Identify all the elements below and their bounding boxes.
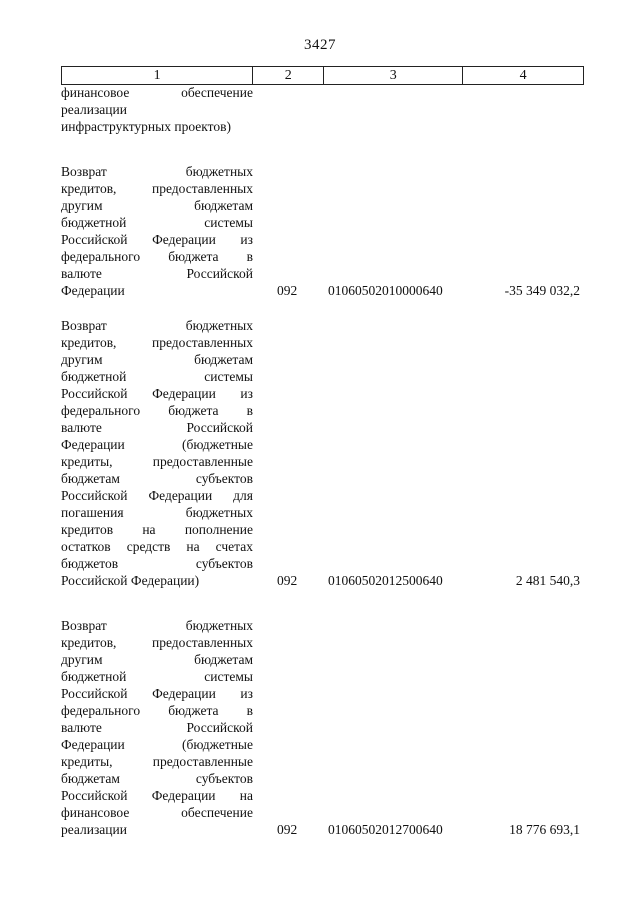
description-word: валюте: [61, 266, 102, 281]
description-word: бюджетам: [61, 771, 120, 786]
description-word: на: [186, 539, 200, 554]
description-line: [61, 163, 253, 180]
description-word: субъектов: [195, 471, 253, 486]
description-line: [61, 351, 253, 368]
description-line: [61, 555, 253, 572]
description-word: Российской: [61, 788, 128, 803]
description-word: реализации: [61, 102, 127, 117]
description-word: бюджета: [168, 249, 219, 264]
row-kbk: 01060502012500640: [328, 573, 443, 588]
table-row: [61, 317, 584, 589]
description-word: бюджетных: [185, 164, 253, 179]
description-word: кредиты,: [61, 754, 113, 769]
description-word: другим: [61, 652, 103, 667]
description-line: [61, 521, 253, 538]
description-word: бюджетной: [61, 215, 127, 230]
row-description: [61, 317, 253, 589]
description-line: [61, 453, 253, 470]
description-word: предоставленных: [152, 181, 253, 196]
description-line: [61, 736, 253, 753]
column-header-4: 4: [463, 67, 584, 85]
description-word: Российской: [61, 686, 128, 701]
column-header-1: 1: [62, 67, 253, 85]
description-word: бюджета: [168, 703, 219, 718]
description-word: другим: [61, 198, 103, 213]
description-line: [61, 504, 253, 521]
description-word: Российской: [61, 386, 128, 401]
row-code: 092: [277, 573, 298, 588]
description-word: обеспечение: [181, 805, 253, 820]
description-word: на: [142, 522, 156, 537]
description-word: Российской Федерации): [61, 573, 200, 588]
description-word: предоставленных: [152, 635, 253, 650]
description-word: системы: [204, 215, 253, 230]
description-line: [61, 385, 253, 402]
row-description: [61, 617, 253, 838]
description-word: Возврат: [61, 164, 107, 179]
description-line: [61, 436, 253, 453]
description-word: в: [246, 403, 253, 418]
table-row: [61, 84, 584, 135]
description-word: бюджета: [168, 403, 219, 418]
description-word: Российской: [186, 420, 253, 435]
description-word: счетах: [215, 539, 253, 554]
description-line: [61, 368, 253, 385]
description-word: кредитов,: [61, 635, 117, 650]
description-line: [61, 248, 253, 265]
description-word: бюджетных: [185, 505, 253, 520]
description-word: Федерации: [151, 788, 216, 803]
description-word: остатков: [61, 539, 111, 554]
description-word: в: [246, 703, 253, 718]
row-amount: 18 776 693,1: [509, 822, 580, 837]
description-word: валюте: [61, 720, 102, 735]
description-line: [61, 821, 253, 838]
description-line: [61, 651, 253, 668]
description-line: [61, 419, 253, 436]
description-word: (бюджетные: [182, 737, 253, 752]
description-line: [61, 118, 253, 135]
description-line: [61, 538, 253, 555]
description-word: кредиты,: [61, 454, 113, 469]
description-line: [61, 787, 253, 804]
row-code: 092: [277, 822, 298, 837]
row-kbk: 01060502012700640: [328, 822, 443, 837]
description-word: федерального: [61, 703, 141, 718]
description-word: Федерации: [61, 437, 125, 452]
description-line: [61, 572, 253, 589]
description-line: [61, 634, 253, 651]
description-word: Российской: [61, 232, 128, 247]
description-word: предоставленные: [152, 754, 253, 769]
description-word: бюджетам: [194, 352, 253, 367]
description-word: обеспечение: [181, 85, 253, 100]
description-line: [61, 231, 253, 248]
description-word: средств: [126, 539, 171, 554]
column-header-3: 3: [324, 67, 463, 85]
description-word: предоставленных: [152, 335, 253, 350]
description-word: Федерации: [152, 232, 216, 247]
description-line: [61, 317, 253, 334]
description-word: валюте: [61, 420, 102, 435]
description-word: бюджетных: [185, 318, 253, 333]
description-word: Российской: [186, 266, 253, 281]
description-word: реализации: [61, 822, 127, 837]
description-word: Федерации: [61, 737, 125, 752]
description-line: [61, 282, 253, 299]
description-word: Федерации: [152, 386, 216, 401]
description-word: (бюджетные: [182, 437, 253, 452]
description-word: для: [233, 488, 253, 503]
description-line: [61, 101, 253, 118]
description-line: [61, 770, 253, 787]
description-line: [61, 668, 253, 685]
description-word: Возврат: [61, 618, 107, 633]
row-kbk: 01060502010000640: [328, 283, 443, 298]
description-word: бюджетам: [194, 652, 253, 667]
description-word: бюджетных: [185, 618, 253, 633]
column-header-2: 2: [253, 67, 324, 85]
description-word: федерального: [61, 403, 141, 418]
description-word: в: [246, 249, 253, 264]
description-word: пополнение: [184, 522, 253, 537]
description-line: [61, 487, 253, 504]
table-row: [61, 617, 584, 838]
description-word: предоставленные: [152, 454, 253, 469]
description-word: Федерации: [148, 488, 213, 503]
description-word: бюджетам: [61, 471, 120, 486]
description-word: бюджетам: [194, 198, 253, 213]
description-word: финансовое: [61, 85, 130, 100]
page-number: 3427: [304, 37, 336, 53]
description-word: кредитов,: [61, 181, 117, 196]
description-word: инфраструктурных проектов): [61, 119, 231, 134]
description-line: [61, 265, 253, 282]
description-word: финансовое: [61, 805, 130, 820]
description-word: погашения: [61, 505, 124, 520]
row-code: 092: [277, 283, 298, 298]
row-description: [61, 84, 253, 135]
description-line: [61, 470, 253, 487]
description-word: Российской: [186, 720, 253, 735]
description-line: [61, 214, 253, 231]
description-word: бюджетной: [61, 669, 127, 684]
description-word: субъектов: [195, 556, 253, 571]
description-word: бюджетов: [61, 556, 119, 571]
description-word: системы: [204, 669, 253, 684]
description-line: [61, 702, 253, 719]
description-line: [61, 719, 253, 736]
description-word: из: [240, 686, 253, 701]
description-line: [61, 617, 253, 634]
description-word: из: [240, 386, 253, 401]
table-row: [61, 163, 584, 299]
description-line: [61, 334, 253, 351]
description-line: [61, 402, 253, 419]
description-word: Федерации: [61, 283, 125, 298]
description-word: субъектов: [195, 771, 253, 786]
description-word: бюджетной: [61, 369, 127, 384]
description-word: из: [240, 232, 253, 247]
column-header-row: [61, 66, 584, 85]
description-line: [61, 753, 253, 770]
row-amount: 2 481 540,3: [515, 573, 580, 588]
description-line: [61, 804, 253, 821]
description-word: Федерации: [152, 686, 216, 701]
description-line: [61, 84, 253, 101]
description-word: другим: [61, 352, 103, 367]
row-description: [61, 163, 253, 299]
row-amount: -35 349 032,2: [504, 283, 580, 298]
description-line: [61, 180, 253, 197]
description-line: [61, 685, 253, 702]
description-word: кредитов,: [61, 335, 117, 350]
description-word: на: [239, 788, 253, 803]
description-word: системы: [204, 369, 253, 384]
description-word: федерального: [61, 249, 141, 264]
description-word: кредитов: [61, 522, 114, 537]
description-word: Возврат: [61, 318, 107, 333]
description-word: Российской: [61, 488, 128, 503]
description-line: [61, 197, 253, 214]
